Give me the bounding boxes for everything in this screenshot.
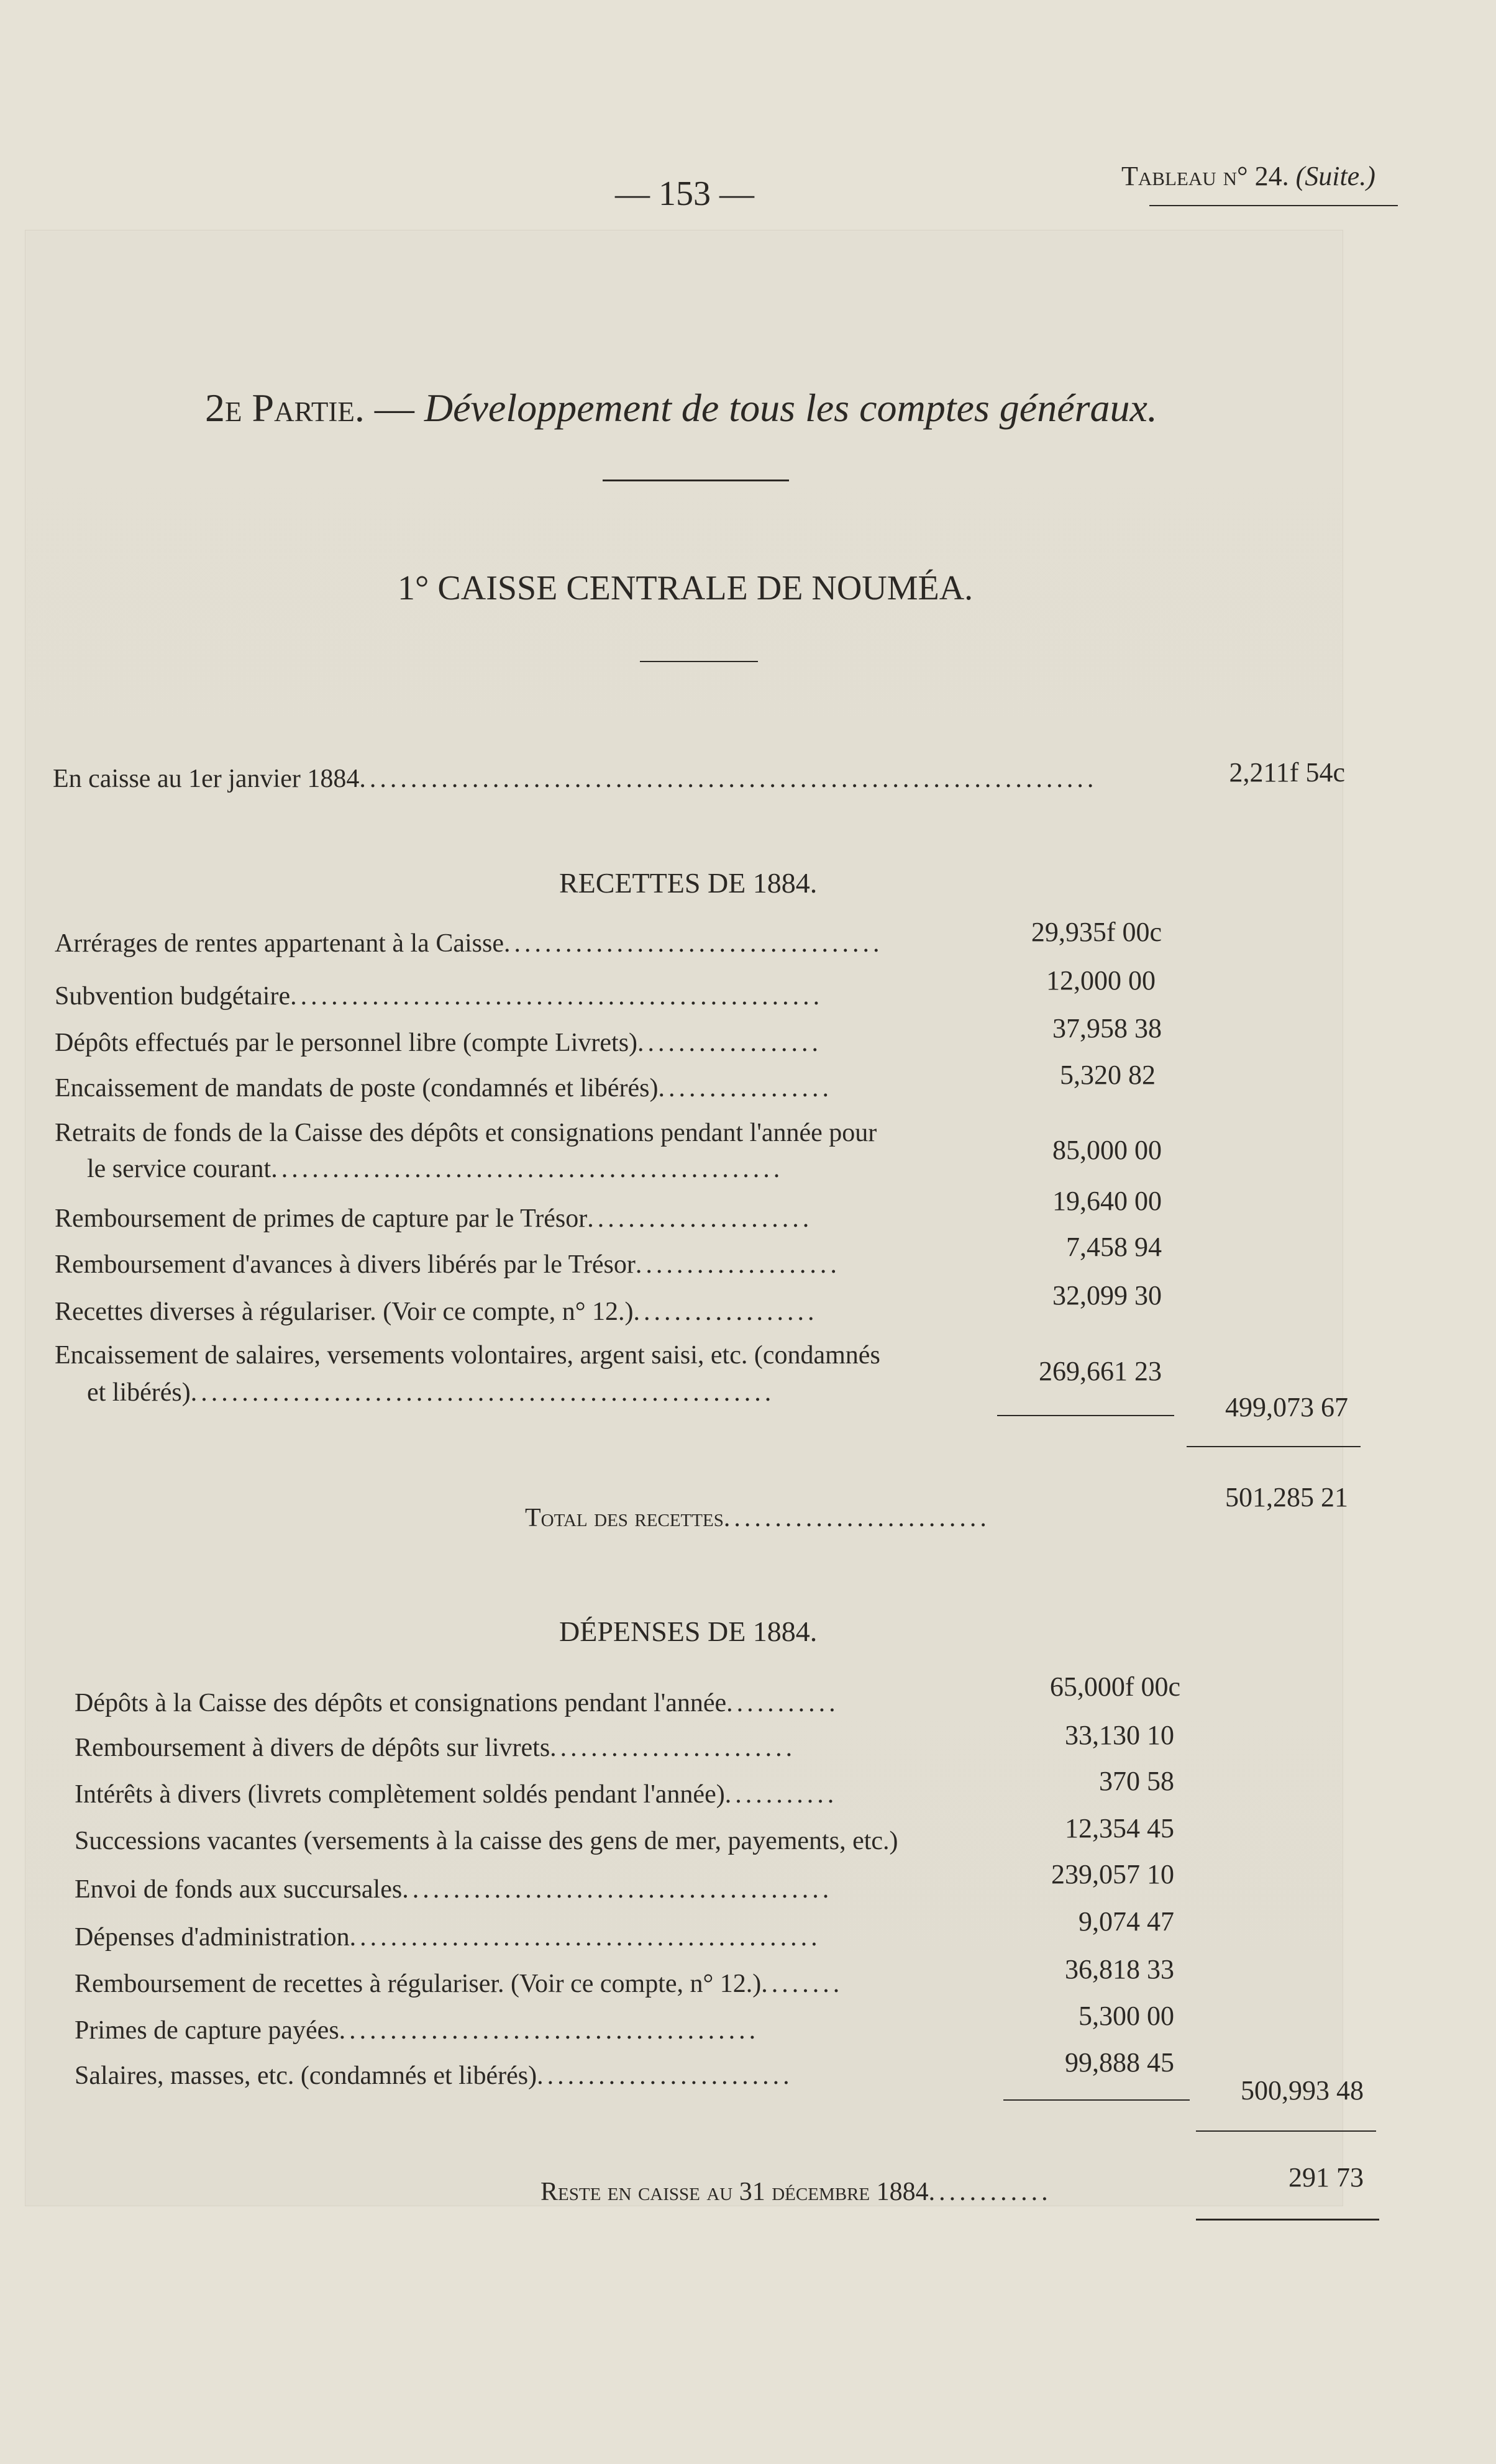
leader-dots: ...................... xyxy=(587,1204,813,1233)
recette-amount: 29,935f 00c xyxy=(1031,917,1162,947)
row-label: Total des recettes xyxy=(525,1504,724,1532)
depense-amount: 65,000f 00c xyxy=(1049,1671,1180,1702)
leader-dots: .................. xyxy=(637,1029,823,1057)
closing-rule xyxy=(1196,2219,1379,2221)
depense-row xyxy=(75,1969,843,1999)
leader-dots: ........... xyxy=(724,1780,838,1809)
leader-dots: ........ xyxy=(761,1970,844,1998)
row-label: Envoi de fonds aux succursales xyxy=(75,1875,403,1904)
leader-dots: .............................................. xyxy=(349,1923,821,1952)
recette-row xyxy=(55,1204,813,1234)
depense-row xyxy=(75,1875,832,1904)
leader-dots: .................... xyxy=(635,1250,841,1279)
recette-row xyxy=(55,1118,877,1148)
depense-amount: 370 58 xyxy=(1099,1766,1174,1796)
leader-dots: .......................................... xyxy=(402,1875,833,1904)
row-label: Dépenses d'administration xyxy=(75,1923,350,1952)
subtotal-rule xyxy=(1187,1446,1361,1447)
depense-amount: 239,057 10 xyxy=(1051,1859,1174,1889)
recettes-total-row xyxy=(525,1503,990,1533)
header-underline xyxy=(1149,205,1398,206)
leader-dots: .......................... xyxy=(723,1504,990,1532)
part-prefix: 2e Partie. xyxy=(205,386,365,430)
row-label: Salaires, masses, etc. (condamnés et libérés) xyxy=(75,2062,537,2090)
depense-row xyxy=(75,1826,898,1856)
row-label: Primes de capture payées xyxy=(75,2016,339,2045)
depense-amount: 99,888 45 xyxy=(1065,2047,1174,2078)
page-number: — 153 — xyxy=(615,175,754,213)
recette-amount: 85,000 00 xyxy=(1052,1135,1162,1165)
recettes-heading: RECETTES DE 1884. xyxy=(559,867,818,899)
recette-row-cont xyxy=(87,1378,775,1407)
section-title: 1° CAISSE CENTRALE DE NOUMÉA. xyxy=(398,569,974,607)
row-label: Successions vacantes (versements à la caisse des gens de mer, payements, etc.) xyxy=(75,1827,898,1855)
table-suite: (Suite.) xyxy=(1295,161,1375,191)
row-label: Reste en caisse au 31 décembre 1884 xyxy=(540,2178,929,2206)
recette-amount: 12,000 00 xyxy=(1046,965,1156,996)
depense-row xyxy=(75,1780,837,1809)
depense-amount: 5,300 00 xyxy=(1079,2001,1174,2031)
row-label: Remboursement de recettes à régulariser. (Voir ce compte, n° 12.) xyxy=(75,1970,762,1998)
recette-row xyxy=(55,981,823,1011)
recette-amount: 7,458 94 xyxy=(1066,1232,1162,1262)
row-label: Recettes diverses à régulariser. (Voir ce compte, n° 12.) xyxy=(55,1298,634,1326)
leader-dots: ................. xyxy=(658,1074,832,1102)
depense-amount: 33,130 10 xyxy=(1065,1720,1174,1750)
recettes-sum-rule xyxy=(997,1415,1174,1416)
recette-amount: 19,640 00 xyxy=(1052,1186,1162,1216)
leader-dots: ........................ xyxy=(550,1734,796,1762)
row-label: Dépôts effectués par le personnel libre (compte Livrets) xyxy=(55,1029,638,1057)
row-label: Dépôts à la Caisse des dépôts et consignations pendant l'année xyxy=(75,1689,727,1717)
leader-dots: .................. xyxy=(633,1298,818,1326)
table-ref-label: Tableau n° 24. xyxy=(1121,161,1289,191)
leader-dots: ........................................................................ xyxy=(359,765,1098,793)
depense-row xyxy=(75,1922,821,1952)
row-label: Subvention budgétaire xyxy=(55,982,291,1011)
depense-amount: 36,818 33 xyxy=(1065,1954,1174,1984)
recettes-subtotal: 499,073 67 xyxy=(1225,1392,1348,1422)
recette-row xyxy=(55,1028,822,1058)
leader-dots: ......................... xyxy=(537,2062,793,2090)
opening-label xyxy=(53,764,1097,794)
leader-dots: .................................................. xyxy=(271,1155,784,1183)
recette-amount: 37,958 38 xyxy=(1052,1013,1162,1043)
row-label: le service courant xyxy=(87,1155,271,1183)
recette-row xyxy=(55,929,883,958)
recettes-total: 501,285 21 xyxy=(1225,1482,1348,1512)
leader-dots: ............ xyxy=(928,2178,1052,2206)
part-dash: — xyxy=(374,386,414,430)
leader-dots: ......................................................... xyxy=(190,1378,775,1407)
recette-row xyxy=(55,1073,832,1103)
row-label: Retraits de fonds de la Caisse des dépôts et consignations pendant l'année pour xyxy=(55,1119,877,1147)
depense-amount: 9,074 47 xyxy=(1079,1906,1174,1937)
leader-dots: ........... xyxy=(726,1689,839,1717)
opening-amount: 2,211f 54c xyxy=(1229,757,1345,788)
recette-amount: 32,099 30 xyxy=(1052,1280,1162,1311)
table-reference xyxy=(1121,160,1375,192)
row-label: Arrérages de rentes appartenant à la Caisse xyxy=(55,929,504,958)
closing-row xyxy=(540,2177,1052,2207)
row-label: Remboursement à divers de dépôts sur livrets xyxy=(75,1734,550,1762)
part-title xyxy=(205,385,1157,431)
depense-row xyxy=(75,2016,759,2045)
recette-amount: 269,661 23 xyxy=(1039,1356,1162,1386)
depenses-total-rule xyxy=(1196,2130,1376,2132)
recette-amount: 5,320 82 xyxy=(1060,1060,1156,1090)
leader-dots: ......................................... xyxy=(339,2016,760,2045)
depenses-sum-rule xyxy=(1003,2099,1190,2101)
depense-amount: 12,354 45 xyxy=(1065,1813,1174,1843)
row-label: Encaissement de salaires, versements volontaires, argent saisi, etc. (condamnés xyxy=(55,1341,880,1370)
part-text: Développement de tous les comptes généraux. xyxy=(424,386,1157,430)
depense-row xyxy=(75,2061,793,2091)
depenses-total: 500,993 48 xyxy=(1241,2075,1364,2106)
row-label: Intérêts à divers (livrets complètement soldés pendant l'année) xyxy=(75,1780,725,1809)
row-label: Remboursement de primes de capture par le Trésor xyxy=(55,1204,588,1233)
leader-dots: ..................................... xyxy=(503,929,883,958)
row-label: Remboursement d'avances à divers libérés par le Trésor xyxy=(55,1250,636,1279)
closing-amount: 291 73 xyxy=(1288,2162,1364,2193)
depense-row xyxy=(75,1733,796,1763)
recette-row xyxy=(55,1297,818,1327)
depenses-heading: DÉPENSES DE 1884. xyxy=(559,1616,818,1647)
title-divider xyxy=(603,480,789,481)
recette-row xyxy=(55,1340,880,1370)
row-label: et libérés) xyxy=(87,1378,191,1407)
recette-row-cont xyxy=(87,1154,783,1184)
recette-row xyxy=(55,1250,841,1280)
leader-dots: .................................................... xyxy=(290,982,824,1011)
section-divider xyxy=(640,661,758,662)
opening-label-text: En caisse au 1er janvier 1884 xyxy=(53,765,360,793)
row-label: Encaissement de mandats de poste (condamnés et libérés) xyxy=(55,1074,659,1102)
depense-row xyxy=(75,1688,839,1718)
